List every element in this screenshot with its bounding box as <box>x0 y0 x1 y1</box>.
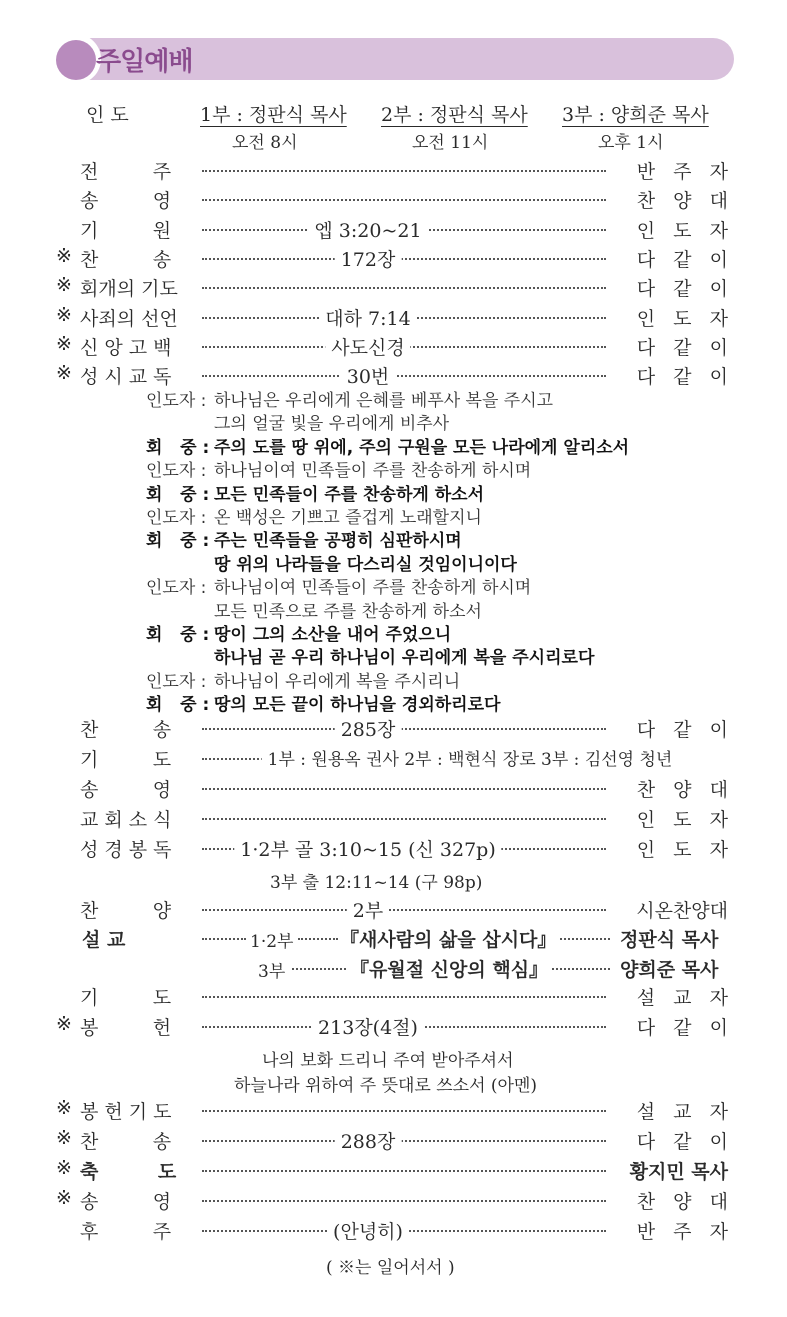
standing-mark: ※ <box>56 1097 72 1119</box>
reading-text: 하나님은 우리에게 은혜를 베푸사 복을 주시고 <box>214 391 554 411</box>
order-row <box>56 896 728 926</box>
reading-text: 그의 얼굴 빛을 우리에게 비추사 <box>214 414 450 435</box>
standing-mark: ※ <box>56 1127 72 1149</box>
order-responsible: 다 같 이 <box>636 719 728 741</box>
order-label: 송 영 <box>80 1191 172 1213</box>
service-1-time: 오전 8시 <box>232 133 298 153</box>
order-responsible: 인 도 자 <box>636 308 728 330</box>
standing-mark: ※ <box>56 1187 72 1209</box>
offering-lyric-1: 나의 보화 드리니 주여 받아주셔서 <box>262 1051 514 1071</box>
leader-dots <box>202 788 606 790</box>
order-label: 찬 양 <box>80 900 172 922</box>
order-row <box>56 715 728 745</box>
leader-dots <box>202 728 606 730</box>
offering-lyric-2: 하늘나라 위하여 주 뜻대로 쓰소서 (아멘) <box>234 1076 538 1096</box>
order-responsible: 설 교 자 <box>636 987 728 1009</box>
reading-text: 하나님이여 민족들이 주를 찬송하게 하시며 <box>214 461 532 482</box>
order-detail: 2부 <box>347 896 389 923</box>
leader-dots <box>202 1200 606 1202</box>
order-label: 성 시 교 독 <box>80 366 172 388</box>
order-detail: 1·2부 골 3:10~15 (신 327p) <box>234 835 501 862</box>
order-responsible: 찬 양 대 <box>636 1191 728 1213</box>
order-responsible: 시온찬양대 <box>636 900 728 922</box>
reading-text: 하나님이여 민족들이 주를 찬송하게 하시며 <box>214 578 532 599</box>
service-2-time: 오전 11시 <box>412 133 489 153</box>
order-row <box>56 983 728 1013</box>
order-row <box>56 1217 728 1247</box>
order-label: 전 주 <box>80 161 172 183</box>
service-3-leader: 3부 : 양희준 목사 <box>562 104 709 126</box>
reading-speaker: 인도자 : <box>146 671 207 692</box>
sermon-dots-5 <box>552 968 610 970</box>
order-row <box>56 333 728 363</box>
sermon-dots-1 <box>202 938 246 940</box>
leader-dots <box>202 287 606 289</box>
order-label: 신 앙 고 백 <box>80 337 172 359</box>
order-label: 찬 송 <box>80 249 172 271</box>
leader-dots <box>202 909 606 911</box>
order-row <box>56 1013 728 1043</box>
sermon-prefix-2: 3부 <box>258 962 286 982</box>
order-detail: 213장(4절) <box>312 1013 424 1040</box>
order-label: 봉 헌 기 도 <box>80 1101 172 1123</box>
standing-note: ( ※는 일어서서 ) <box>326 1258 455 1278</box>
order-row <box>56 805 728 835</box>
sermon-dots-2 <box>298 938 338 940</box>
reading-speaker: 인도자 : <box>146 508 207 528</box>
leader-dots <box>202 170 606 172</box>
order-row <box>56 304 728 334</box>
service-3-time: 오후 1시 <box>598 133 664 153</box>
order-row <box>56 1187 728 1217</box>
order-label: 기 도 <box>80 749 172 771</box>
reading-speaker: 회 중 : <box>146 625 210 645</box>
reading-speaker: 회 중 : <box>146 531 210 552</box>
order-label: 송 영 <box>80 779 172 801</box>
leader-dots <box>202 375 606 377</box>
order-label: 기 도 <box>80 987 172 1009</box>
reading-text: 주는 민족들을 공평히 심판하시며 <box>214 531 462 552</box>
sermon-prefix-1: 1·2부 <box>250 932 294 952</box>
order-detail: 30번 <box>341 362 396 389</box>
order-detail: 288장 <box>335 1127 402 1154</box>
reading-speaker: 회 중 : <box>146 437 210 458</box>
standing-mark: ※ <box>56 362 72 384</box>
reading-speaker: 인도자 : <box>146 391 207 411</box>
reading-text: 주의 도를 땅 위에, 주의 구원을 모든 나라에게 알리소서 <box>214 437 630 458</box>
leaders-label: 인 도 <box>86 104 129 126</box>
sermon-title-2: 『유월절 신앙의 핵심』 <box>350 959 549 981</box>
sermon-label: 설 교 <box>82 929 126 951</box>
order-label: 찬 송 <box>80 1131 172 1153</box>
order-label: 후 주 <box>80 1221 172 1243</box>
order-row <box>56 1157 728 1187</box>
order-label: 송 영 <box>80 190 172 212</box>
standing-mark: ※ <box>56 245 72 267</box>
order-detail: 1부 : 원용옥 권사 2부 : 백현식 장로 3부 : 김선영 청년 <box>262 745 679 770</box>
order-row <box>56 274 728 304</box>
order-label: 기 원 <box>80 220 172 242</box>
order-responsible: 다 같 이 <box>636 249 728 271</box>
reading-text: 하나님 곧 우리 하나님이 우리에게 복을 주시리로다 <box>214 648 595 669</box>
reading-speaker: 회 중 : <box>146 484 210 505</box>
reading-text: 모든 민족으로 주를 찬송하게 하소서 <box>214 601 482 622</box>
service-1-leader: 1부 : 정판식 목사 <box>200 104 347 126</box>
order-responsible: 인 도 자 <box>636 839 728 861</box>
order-responsible: 찬 양 대 <box>636 779 728 801</box>
order-responsible: 찬 양 대 <box>636 190 728 212</box>
order-label: 봉 헌 <box>80 1017 172 1039</box>
order-responsible: 반 주 자 <box>636 161 728 183</box>
order-responsible: 인 도 자 <box>636 220 728 242</box>
sermon-title-1: 『새사람의 삶을 삽시다』 <box>340 929 557 951</box>
order-row <box>56 1127 728 1157</box>
leader-dots <box>202 199 606 201</box>
section-title: 주일예배 <box>96 47 193 77</box>
order-label: 회개의 기도 <box>80 278 178 300</box>
banner-circle-accent <box>56 40 96 80</box>
leader-dots <box>202 1170 606 1172</box>
reading-text: 땅의 모든 끝이 하나님을 경외하리로다 <box>214 695 501 716</box>
sermon-dots-3 <box>560 938 610 940</box>
order-responsible: 다 같 이 <box>636 1131 728 1153</box>
order-responsible: 다 같 이 <box>636 337 728 359</box>
reading-speaker: 회 중 : <box>146 695 210 716</box>
leader-dots <box>202 818 606 820</box>
order-responsible: 설 교 자 <box>636 1101 728 1123</box>
service-2-leader: 2부 : 정판식 목사 <box>381 104 528 126</box>
order-detail: 사도신경 <box>325 333 410 360</box>
order-row <box>56 1097 728 1127</box>
order-label: 축 도 <box>80 1161 177 1183</box>
standing-mark: ※ <box>56 1157 72 1179</box>
order-row <box>56 835 728 865</box>
order-responsible: 인 도 자 <box>636 809 728 831</box>
order-row <box>56 186 728 216</box>
order-responsible: 황지민 목사 <box>629 1161 728 1183</box>
sermon-preacher-1: 정판식 목사 <box>620 929 719 951</box>
order-detail: 엡 3:20~21 <box>308 216 427 243</box>
order-row <box>56 157 728 187</box>
leader-dots <box>202 996 606 998</box>
sermon-preacher-2: 양희준 목사 <box>620 959 719 981</box>
order-row <box>56 775 728 805</box>
reading-text: 모든 민족들이 주를 찬송하게 하소서 <box>214 484 485 505</box>
order-label: 사죄의 선언 <box>80 308 178 330</box>
leader-dots <box>202 258 606 260</box>
order-label: 성 경 봉 독 <box>80 839 172 861</box>
order-responsible: 다 같 이 <box>636 1017 728 1039</box>
reading-text: 하나님이 우리에게 복을 주시리니 <box>214 671 461 692</box>
standing-mark: ※ <box>56 1013 72 1035</box>
reading-text: 땅이 그의 소산을 내어 주었으니 <box>214 625 452 645</box>
order-responsible: 반 주 자 <box>636 1221 728 1243</box>
order-row <box>56 245 728 275</box>
scripture-reading-3: 3부 출 12:11~14 (구 98p) <box>270 873 483 893</box>
order-detail: 172장 <box>335 245 402 272</box>
order-responsible: 다 같 이 <box>636 366 728 388</box>
leader-dots <box>202 1110 606 1112</box>
order-detail: 대하 7:14 <box>319 304 416 331</box>
section-banner <box>52 38 734 80</box>
leader-dots <box>202 1140 606 1142</box>
order-row <box>56 216 728 246</box>
reading-speaker: 인도자 : <box>146 578 207 599</box>
sermon-dots-4 <box>292 968 346 970</box>
standing-mark: ※ <box>56 333 72 355</box>
order-detail: 285장 <box>335 715 402 742</box>
reading-text: 땅 위의 나라들을 다스리실 것임이니이다 <box>214 554 517 575</box>
order-row <box>56 745 728 775</box>
standing-mark: ※ <box>56 304 72 326</box>
order-detail: (안녕히) <box>327 1217 409 1244</box>
reading-speaker: 인도자 : <box>146 461 207 482</box>
order-responsible: 다 같 이 <box>636 278 728 300</box>
standing-mark: ※ <box>56 274 72 296</box>
order-label: 찬 송 <box>80 719 172 741</box>
reading-text: 온 백성은 기쁘고 즐겁게 노래할지니 <box>214 508 482 528</box>
order-label: 교 회 소 식 <box>80 809 172 831</box>
